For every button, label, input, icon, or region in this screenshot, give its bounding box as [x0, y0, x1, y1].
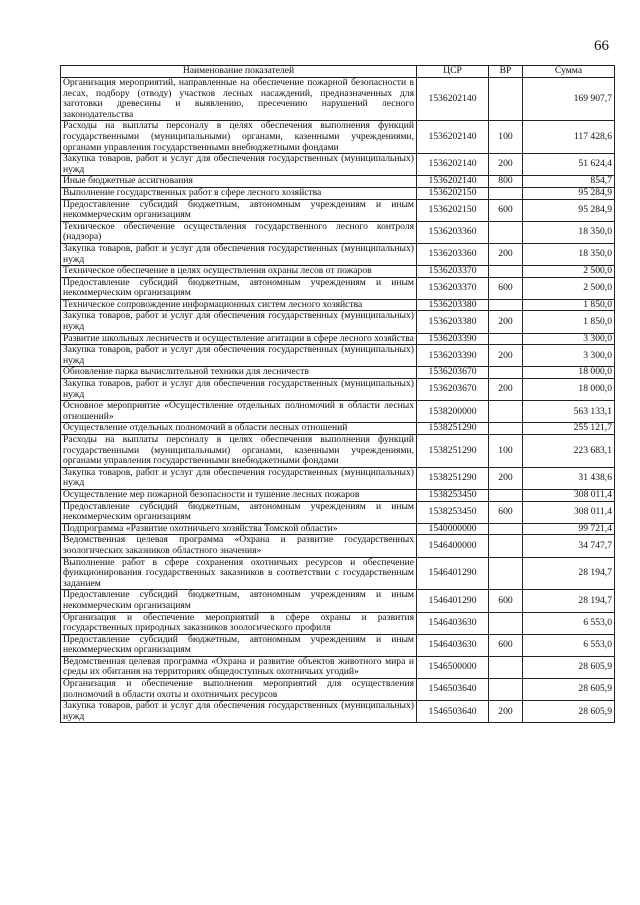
sum-cell: 6 553,0 [523, 634, 615, 656]
sum-cell: 99 721,4 [523, 523, 615, 535]
name-cell: Ведомственная целевая программа «Охрана и развитие объектов животного мира и среды их обитания на территориях общедоступных охотничьих угодий» [61, 656, 417, 678]
page-number: 66 [594, 38, 609, 54]
csr-cell: 1538253450 [417, 489, 489, 501]
sum-cell: 18 350,0 [523, 243, 615, 265]
name-cell: Организация и обеспечение мероприятий в сфере охраны и развития государственных природных заказников зоологического профиля [61, 612, 417, 634]
name-cell: Предоставление субсидий бюджетным, автономным учреждениям и иным некоммерческим организациям [61, 501, 417, 523]
name-cell: Предоставление субсидий бюджетным, автономным учреждениям и иным некоммерческим организациям [61, 590, 417, 612]
table-row [61, 154, 615, 176]
csr-cell: 1538251290 [417, 423, 489, 435]
sum-cell: 28 605,9 [523, 701, 615, 723]
vr-cell [489, 612, 523, 634]
header-row [61, 66, 615, 78]
sum-cell: 3 300,0 [523, 345, 615, 367]
sum-cell: 1 850,0 [523, 299, 615, 311]
vr-cell: 600 [489, 277, 523, 299]
vr-cell [489, 535, 523, 557]
name-cell: Организация мероприятий, направленные на обеспечение пожарной безопасности в лесах, подбору (отводу) участков лесных насаждений, предназначенных для заготовки древесины и выявлению, пресечению нарушений лесного законодательства [61, 78, 417, 121]
table-row [61, 299, 615, 311]
csr-cell: 1536203370 [417, 277, 489, 299]
vr-cell: 200 [489, 311, 523, 333]
csr-cell: 1536203380 [417, 311, 489, 333]
table-row [61, 243, 615, 265]
sum-cell: 308 011,4 [523, 489, 615, 501]
vr-cell: 100 [489, 121, 523, 154]
name-cell: Выполнение работ в сфере сохранения охотничьих ресурсов и обеспечение функционирования государственных заказников в соответствии с государственным заданием [61, 557, 417, 590]
vr-cell [489, 656, 523, 678]
name-cell: Техническое обеспечение осуществления государственного лесного контроля (надзора) [61, 221, 417, 243]
name-cell: Основное мероприятие «Осуществление отдельных полномочий в области лесных отношений» [61, 401, 417, 423]
sum-cell: 18 350,0 [523, 221, 615, 243]
vr-cell [489, 187, 523, 199]
table-row [61, 379, 615, 401]
table-row [61, 199, 615, 221]
csr-cell: 1546500000 [417, 656, 489, 678]
name-cell: Ведомственная целевая программа «Охрана и развитие государственных зоологических заказников областного значения» [61, 535, 417, 557]
csr-cell: 1538251290 [417, 467, 489, 489]
csr-cell: 1536203670 [417, 379, 489, 401]
vr-cell: 200 [489, 154, 523, 176]
vr-cell: 600 [489, 501, 523, 523]
sum-cell: 95 284,9 [523, 187, 615, 199]
name-cell: Закупка товаров, работ и услуг для обеспечения государственных (муниципальных) нужд [61, 311, 417, 333]
table-row [61, 634, 615, 656]
name-cell: Развитие школьных лесничеств и осуществление агитации в сфере лесного хозяйства [61, 333, 417, 345]
csr-cell: 1536202150 [417, 187, 489, 199]
csr-cell: 1546503640 [417, 701, 489, 723]
vr-cell [489, 221, 523, 243]
table-row [61, 78, 615, 121]
vr-cell [489, 523, 523, 535]
csr-cell: 1538200000 [417, 401, 489, 423]
vr-cell [489, 78, 523, 121]
table-row [61, 187, 615, 199]
name-cell: Организация и обеспечение выполнения мероприятий для осуществления полномочий в области охоты и охотничьих ресурсов [61, 679, 417, 701]
header-csr: ЦСР [417, 66, 489, 78]
csr-cell: 1546401290 [417, 557, 489, 590]
vr-cell: 200 [489, 345, 523, 367]
csr-cell: 1536202150 [417, 199, 489, 221]
sum-cell: 34 747,7 [523, 535, 615, 557]
table-row [61, 401, 615, 423]
sum-cell: 117 428,6 [523, 121, 615, 154]
sum-cell: 223 683,1 [523, 435, 615, 468]
name-cell: Расходы на выплаты персоналу в целях обеспечения выполнения функций государственными (муниципальными) органами, казенными учреждениями, органами управления государственными внебюджетными фондами [61, 121, 417, 154]
name-cell: Закупка товаров, работ и услуг для обеспечения государственных (муниципальных) нужд [61, 345, 417, 367]
vr-cell: 100 [489, 435, 523, 468]
table-row [61, 435, 615, 468]
csr-cell: 1546403630 [417, 634, 489, 656]
csr-cell: 1540000000 [417, 523, 489, 535]
vr-cell [489, 401, 523, 423]
csr-cell: 1546503640 [417, 679, 489, 701]
csr-cell: 1546400000 [417, 535, 489, 557]
sum-cell: 18 000,0 [523, 367, 615, 379]
name-cell: Выполнение государственных работ в сфере лесного хозяйства [61, 187, 417, 199]
csr-cell: 1536203360 [417, 221, 489, 243]
sum-cell: 28 194,7 [523, 557, 615, 590]
sum-cell: 563 133,1 [523, 401, 615, 423]
table-row [61, 266, 615, 278]
sum-cell: 6 553,0 [523, 612, 615, 634]
table-row [61, 277, 615, 299]
name-cell: Осуществление отдельных полномочий в области лесных отношений [61, 423, 417, 435]
name-cell: Расходы на выплаты персоналу в целях обеспечения выполнения функций государственными (муниципальными) органами, казенными учреждениями, органами управления государственными внебюджетными фондами [61, 435, 417, 468]
sum-cell: 28 605,9 [523, 679, 615, 701]
table-body [61, 78, 615, 723]
vr-cell: 800 [489, 176, 523, 188]
table-row [61, 176, 615, 188]
vr-cell [489, 489, 523, 501]
name-cell: Подпрограмма «Развитие охотничьего хозяйства Томской области» [61, 523, 417, 535]
vr-cell: 200 [489, 379, 523, 401]
csr-cell: 1536202140 [417, 154, 489, 176]
sum-cell: 31 438,6 [523, 467, 615, 489]
vr-cell: 200 [489, 243, 523, 265]
sum-cell: 308 011,4 [523, 501, 615, 523]
sum-cell: 28 194,7 [523, 590, 615, 612]
vr-cell [489, 367, 523, 379]
sum-cell: 51 624,4 [523, 154, 615, 176]
vr-cell [489, 299, 523, 311]
name-cell: Предоставление субсидий бюджетным, автономным учреждениям и иным некоммерческим организациям [61, 634, 417, 656]
csr-cell: 1536202140 [417, 121, 489, 154]
name-cell: Предоставление субсидий бюджетным, автономным учреждениям и иным некоммерческим организациям [61, 199, 417, 221]
table-row [61, 523, 615, 535]
csr-cell: 1536203370 [417, 266, 489, 278]
name-cell: Закупка товаров, работ и услуг для обеспечения государственных (муниципальных) нужд [61, 154, 417, 176]
table-row [61, 467, 615, 489]
header-name: Наименование показателей [61, 66, 417, 78]
vr-cell [489, 557, 523, 590]
table-row [61, 333, 615, 345]
vr-cell [489, 266, 523, 278]
table-row [61, 656, 615, 678]
name-cell: Закупка товаров, работ и услуг для обеспечения государственных (муниципальных) нужд [61, 467, 417, 489]
csr-cell: 1546401290 [417, 590, 489, 612]
csr-cell: 1536202140 [417, 78, 489, 121]
sum-cell: 2 500,0 [523, 277, 615, 299]
csr-cell: 1536202140 [417, 176, 489, 188]
table-row [61, 590, 615, 612]
csr-cell: 1536203670 [417, 367, 489, 379]
sum-cell: 18 000,0 [523, 379, 615, 401]
sum-cell: 1 850,0 [523, 311, 615, 333]
table-row [61, 221, 615, 243]
table-row [61, 612, 615, 634]
vr-cell: 600 [489, 590, 523, 612]
vr-cell [489, 679, 523, 701]
name-cell: Осуществление мер пожарной безопасности и тушение лесных пожаров [61, 489, 417, 501]
table-row [61, 557, 615, 590]
name-cell: Иные бюджетные ассигнования [61, 176, 417, 188]
csr-cell: 1538253450 [417, 501, 489, 523]
sum-cell: 255 121,7 [523, 423, 615, 435]
csr-cell: 1536203390 [417, 333, 489, 345]
vr-cell: 600 [489, 199, 523, 221]
csr-cell: 1538251290 [417, 435, 489, 468]
vr-cell: 200 [489, 701, 523, 723]
table-row [61, 535, 615, 557]
sum-cell: 2 500,0 [523, 266, 615, 278]
header-sum: Сумма [523, 66, 615, 78]
csr-cell: 1546403630 [417, 612, 489, 634]
name-cell: Техническое обеспечение в целях осуществления охраны лесов от пожаров [61, 266, 417, 278]
name-cell: Закупка товаров, работ и услуг для обеспечения государственных (муниципальных) нужд [61, 379, 417, 401]
sum-cell: 28 605,9 [523, 656, 615, 678]
table-row [61, 345, 615, 367]
table-row [61, 489, 615, 501]
vr-cell: 200 [489, 467, 523, 489]
name-cell: Закупка товаров, работ и услуг для обеспечения государственных (муниципальных) нужд [61, 701, 417, 723]
sum-cell: 3 300,0 [523, 333, 615, 345]
budget-table [60, 65, 615, 723]
table-row [61, 367, 615, 379]
csr-cell: 1536203380 [417, 299, 489, 311]
name-cell: Закупка товаров, работ и услуг для обеспечения государственных (муниципальных) нужд [61, 243, 417, 265]
table-row [61, 679, 615, 701]
sum-cell: 95 284,9 [523, 199, 615, 221]
header-vr: ВР [489, 66, 523, 78]
sum-cell: 169 907,7 [523, 78, 615, 121]
vr-cell: 600 [489, 634, 523, 656]
vr-cell [489, 423, 523, 435]
table-row [61, 423, 615, 435]
name-cell: Обновление парка вычислительной техники для лесничеств [61, 367, 417, 379]
table-header [61, 66, 615, 78]
table-row [61, 121, 615, 154]
vr-cell [489, 333, 523, 345]
name-cell: Предоставление субсидий бюджетным, автономным учреждениям и иным некоммерческим организациям [61, 277, 417, 299]
table-row [61, 311, 615, 333]
table-row [61, 701, 615, 723]
table-row [61, 501, 615, 523]
csr-cell: 1536203360 [417, 243, 489, 265]
name-cell: Техническое сопровождение информационных систем лесного хозяйства [61, 299, 417, 311]
csr-cell: 1536203390 [417, 345, 489, 367]
sum-cell: 854,7 [523, 176, 615, 188]
